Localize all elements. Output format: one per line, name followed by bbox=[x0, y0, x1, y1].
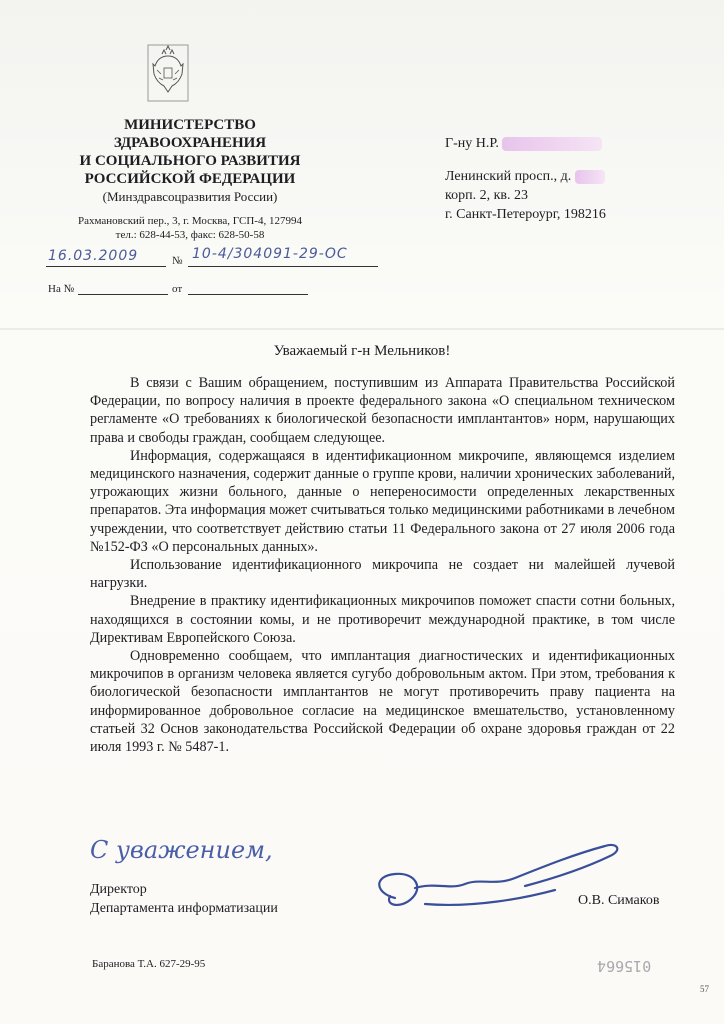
ministry-line: ЗДРАВООХРАНЕНИЯ bbox=[113, 135, 267, 151]
body-paragraph: В связи с Вашим обращением, поступившим из Аппарата Правительства Российской Федерации, по вопросу наличия в проекте федерального закона «О специальном техническом регламенте «О требованиях к биологической безопасности имплантантов» норм, нарушающих права и свободы граждан, сообщаем следующее. bbox=[90, 375, 675, 446]
recipient-address-line: корп. 2, кв. 23 bbox=[445, 188, 528, 203]
recipient-address-line: г. Санкт-Петероург, 198216 bbox=[445, 207, 606, 222]
handwritten-closing: С уважением, bbox=[90, 836, 273, 864]
greeting: Уважаемый г-н Мельников! bbox=[273, 343, 451, 359]
body-paragraph: Внедрение в практику идентификационных микрочипов поможет спасти сотни больных, находящихся в состоянии комы, и не противоречит международной практике, в том числе Директивам Европейского Союза. bbox=[90, 593, 675, 646]
ministry-line: И СОЦИАЛЬНОГО РАЗВИТИЯ bbox=[79, 153, 301, 169]
position-line: Директор bbox=[90, 882, 147, 897]
ministry-short-name: (Минздравсоцразвития России) bbox=[102, 189, 278, 204]
letter-date: 16.03.2009 bbox=[48, 248, 139, 264]
recipient-name-text: Г-ну Н.Р. bbox=[445, 136, 499, 151]
ministry-line: РОССИЙСКОЙ ФЕДЕРАЦИИ bbox=[84, 171, 296, 187]
handwritten-signature bbox=[355, 838, 635, 928]
number-underline bbox=[188, 252, 378, 267]
na-underline bbox=[78, 280, 168, 295]
paper-fold-line bbox=[0, 328, 724, 330]
position-line: Департамента информатизации bbox=[90, 901, 278, 916]
phone-line: тел.: 628-44-53, факс: 628-50-58 bbox=[115, 229, 265, 241]
letter-body bbox=[90, 374, 675, 756]
number-sign: № bbox=[172, 255, 183, 267]
signatory-name: О.В. Симаков bbox=[578, 893, 660, 908]
signatory-position bbox=[90, 880, 278, 918]
recipient-block bbox=[445, 134, 606, 224]
body-paragraph: Одновременно сообщаем, что имплантация диагностических и идентификационных микрочипов в организм человека является сугубо добровольным актом. При этом, требования к биологической безопасности имплантантов не могут противоречить праву пациента на информированное добровольное согласие на медицинское вмешательство, установленному статьей 32 Основ законодательства Российской Федерации об охране здоровья граждан от 22 июля 1993 г. № 5487-1. bbox=[90, 648, 675, 756]
redaction-mark bbox=[575, 170, 605, 184]
ot-underline bbox=[188, 280, 308, 295]
coat-of-arms-emblem bbox=[147, 44, 189, 102]
redaction-mark bbox=[502, 137, 602, 151]
recipient-name bbox=[445, 134, 606, 153]
body-paragraph: Использование идентификационного микрочипа не создает ни малейшей лучевой нагрузки. bbox=[90, 557, 675, 592]
recipient-address-text: Ленинский просп., д. bbox=[445, 169, 572, 184]
recipient-address-line bbox=[445, 167, 606, 186]
body-paragraph: Информация, содержащаяся в идентификационном микрочипе, являющемся изделием медицинского назначения, содержит данные о группе крови, наличии хронических заболеваний, угрожающих жизни больного, данные о непереносимости определенных лекарственных препаратов. Эта информация может считываться только медицинскими работниками в лечебном учреждении, что соответствует действию статьи 11 Федерального закона от 27 июля 2006 года №152-ФЗ «О персональных данных». bbox=[90, 447, 675, 555]
ministry-name bbox=[40, 116, 340, 205]
address-line: Рахмановский пер., 3, г. Москва, ГСП-4, 127994 bbox=[78, 215, 302, 227]
registration-stamp-number: 015664 bbox=[597, 957, 652, 975]
date-underline bbox=[46, 252, 166, 267]
ministry-address bbox=[40, 214, 340, 242]
executor-info: Баранова Т.А. 627-29-95 bbox=[92, 958, 206, 970]
ot-label: от bbox=[172, 283, 183, 295]
page-number: 57 bbox=[700, 984, 709, 994]
na-label: На № bbox=[48, 283, 75, 295]
ministry-line: МИНИСТЕРСТВО bbox=[124, 117, 256, 133]
letter-reference-number: 10-4/304091-29-ОС bbox=[192, 246, 348, 262]
